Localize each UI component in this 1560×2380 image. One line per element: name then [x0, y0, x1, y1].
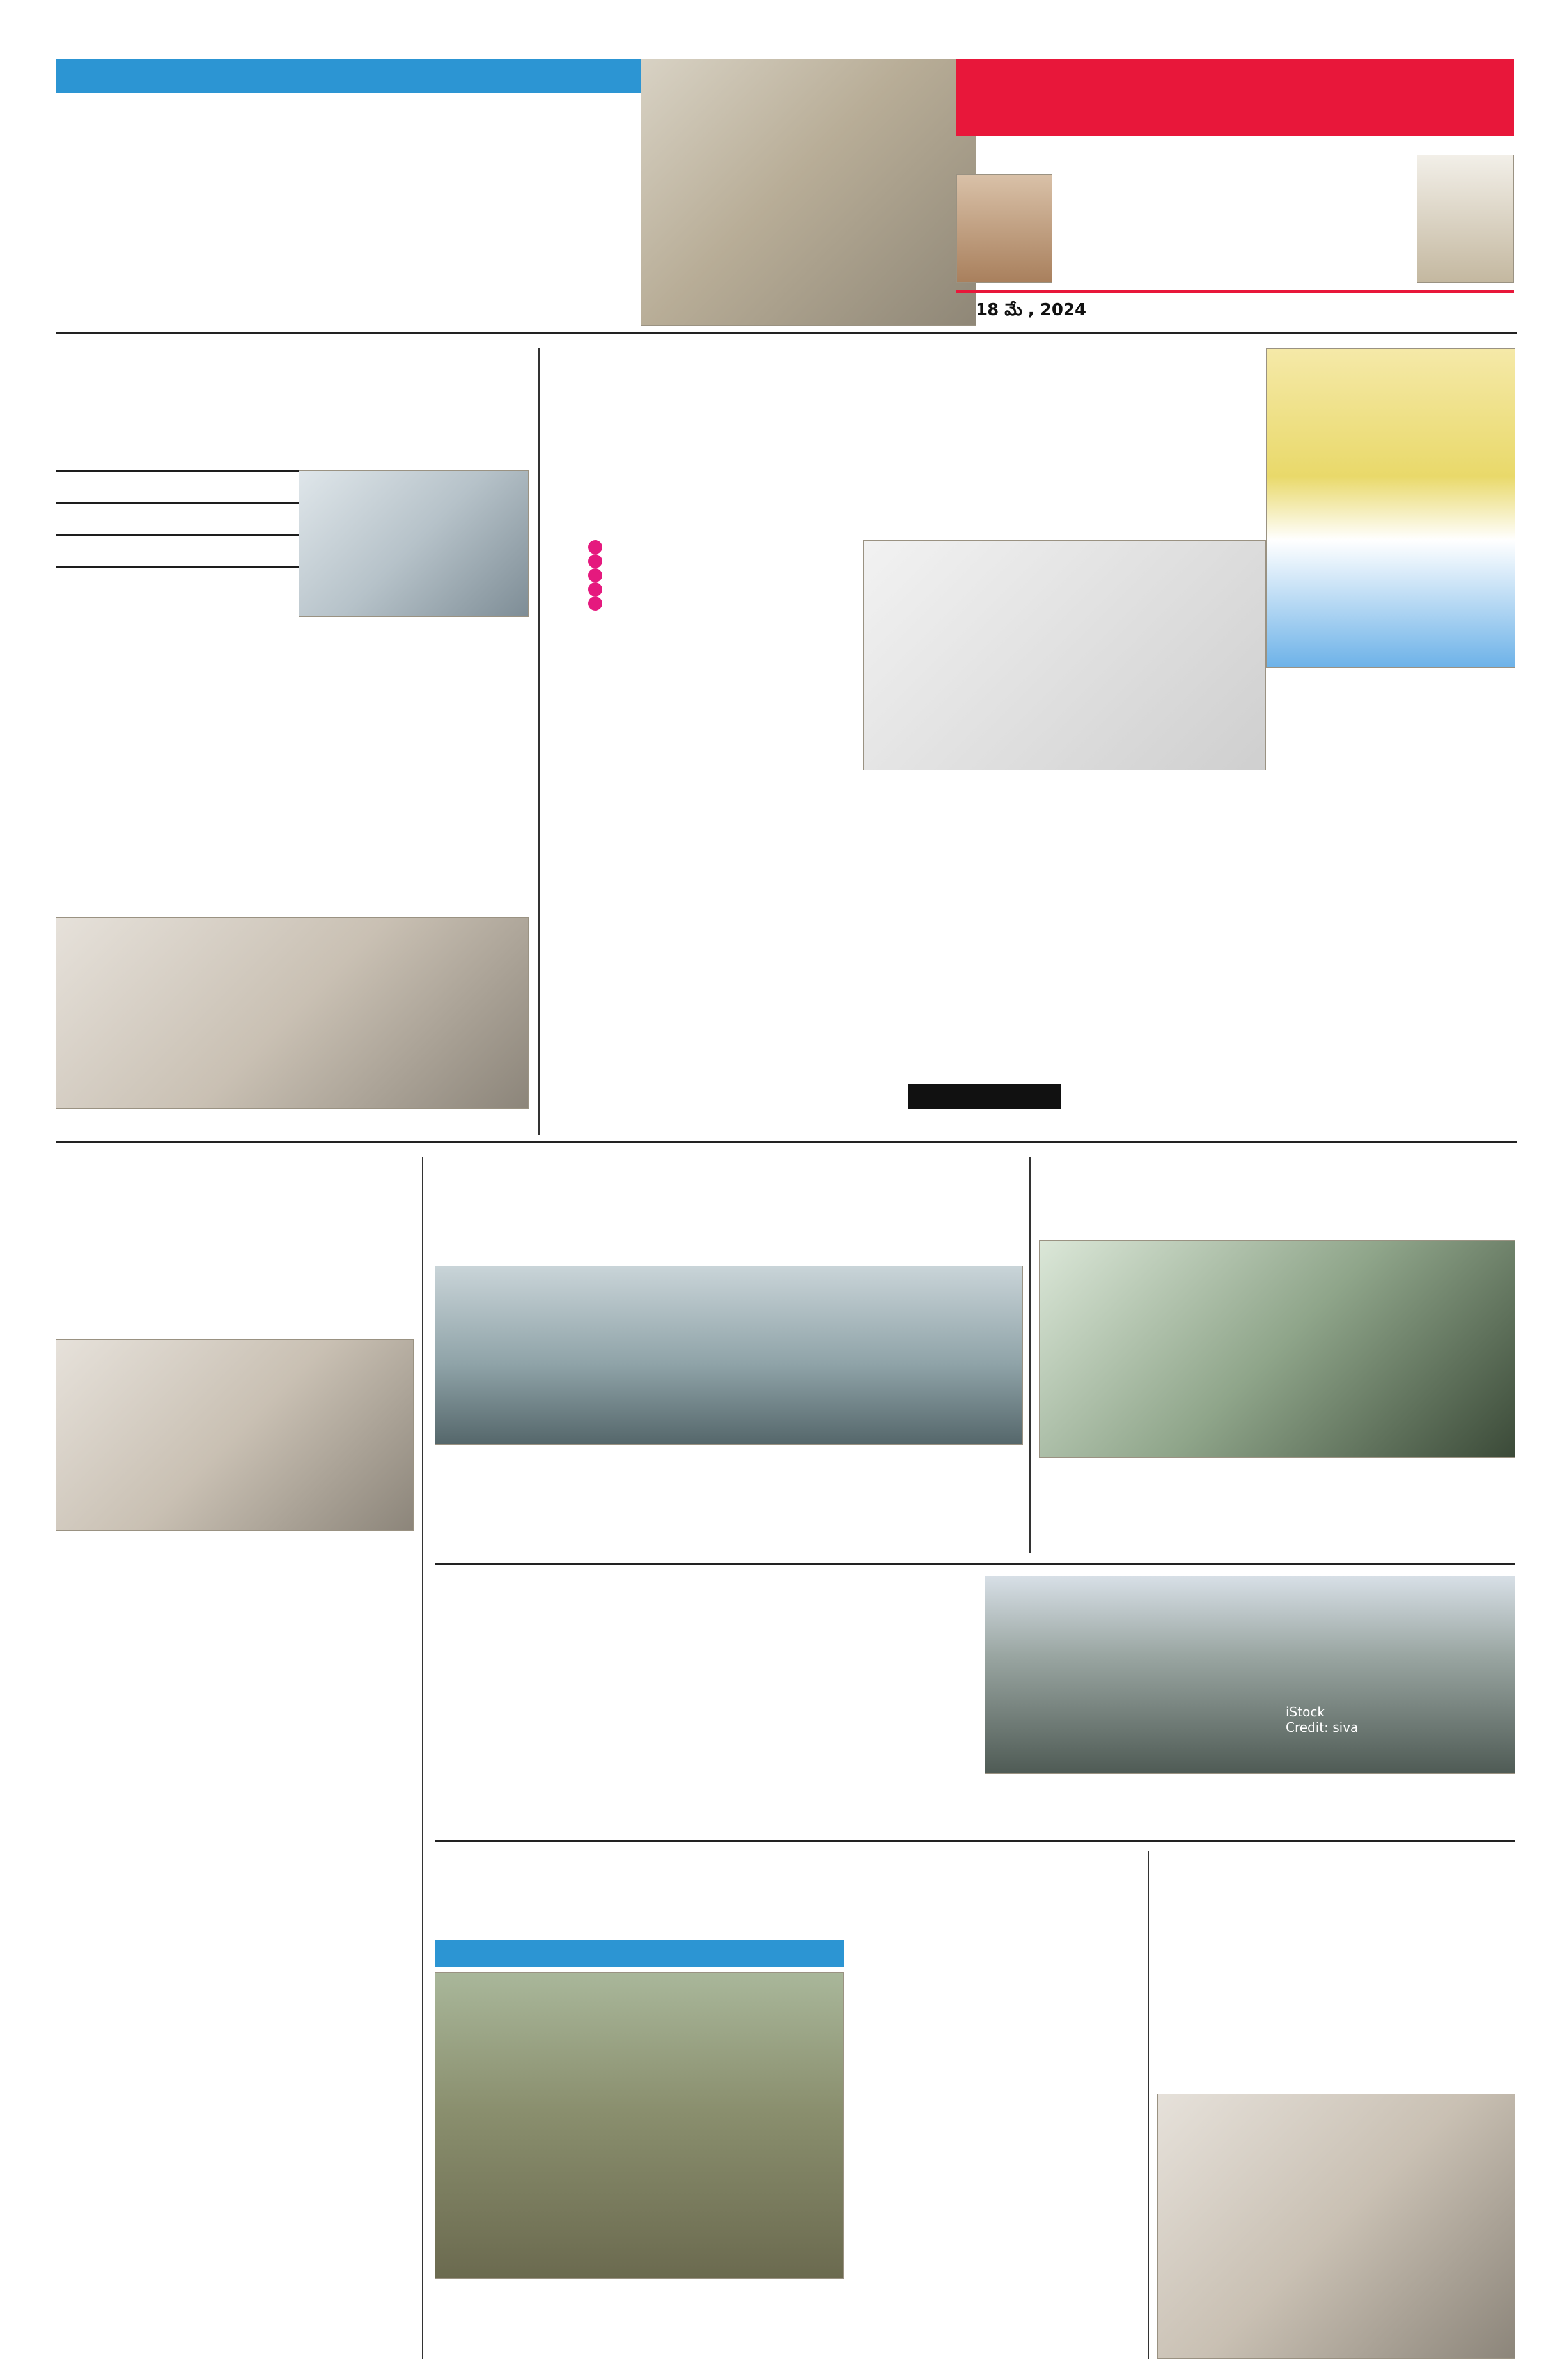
diarrhea-point-1	[56, 470, 299, 472]
diarrhea-points	[56, 470, 286, 617]
second-row-rule	[56, 1141, 1517, 1143]
heat-relief-story	[435, 1157, 1023, 1553]
bullet-dot	[588, 568, 602, 582]
masthead-rule	[956, 290, 1514, 293]
heavy-rain-photo	[435, 1972, 844, 2279]
diarrhea-photo-1	[299, 470, 529, 617]
bad-road-body	[56, 207, 634, 326]
counting-review-body	[1039, 1464, 1515, 1553]
diarrhea-point-3	[56, 534, 299, 536]
rain-farmers-body	[435, 1684, 965, 1832]
bad-road-kicker	[56, 59, 641, 93]
nandi-image	[1417, 155, 1514, 283]
sub-jail-story	[1157, 1851, 1515, 2359]
heavy-rain-story	[435, 1851, 1138, 2359]
diarrhea-point-4	[56, 566, 299, 568]
diarrhea-headline	[56, 348, 529, 470]
masthead-title	[1072, 136, 1399, 295]
photo-credit: iStock Credit: siva	[1286, 1704, 1359, 1735]
general-body-subs	[56, 1272, 414, 1323]
tension-body-side-2	[1285, 770, 1515, 1116]
rain-farmers-caption-body	[985, 1780, 1515, 1832]
tension-see-page	[908, 1084, 1061, 1109]
diarrhea-body	[56, 623, 529, 860]
fort-image	[956, 174, 1052, 283]
sub-jail-body	[1157, 1895, 1515, 2081]
masthead	[956, 59, 1514, 326]
general-body-headline	[56, 1157, 414, 1266]
sub-jail-photo	[1157, 2094, 1515, 2359]
party-flags	[1266, 348, 1515, 668]
col-rule-1	[538, 348, 540, 1135]
tension-cartoon	[863, 540, 1266, 770]
rain-farmers-sub	[486, 1646, 965, 1672]
diarrhea-photo-2	[56, 917, 529, 1109]
tension-body-side	[1074, 770, 1272, 1116]
general-body-body	[56, 1541, 414, 2359]
heavy-rain-body	[435, 2285, 1138, 2359]
bad-road-photo	[641, 59, 976, 326]
heavy-rain-caption	[435, 1940, 844, 1967]
counting-review-story	[1039, 1157, 1515, 1553]
heat-relief-headline	[435, 1157, 1023, 1234]
general-body-story	[56, 1157, 414, 2359]
heat-relief-body	[435, 1451, 1023, 1553]
tension-body-main	[563, 770, 1061, 1064]
rain-farmers-story	[435, 1576, 1515, 1832]
diarrhea-story	[56, 348, 529, 1109]
bullet-dot	[588, 554, 602, 568]
bad-road-story	[56, 59, 976, 326]
fourth-row-rule	[435, 1840, 1515, 1842]
diarrhea-point-2	[56, 502, 299, 504]
top-row-rule	[56, 332, 1517, 334]
col-rule-4	[1148, 1851, 1149, 2359]
sub-jail-headline	[1157, 1851, 1515, 1889]
heat-relief-photo	[435, 1266, 1023, 1445]
bullet-dot	[588, 582, 602, 596]
col-rule-3	[1029, 1157, 1031, 1553]
rain-farmers-headline	[435, 1576, 965, 1640]
masthead-date: 18 మే , 2024	[976, 300, 1087, 320]
tension-story	[563, 348, 1515, 1135]
bullet-dot	[588, 596, 602, 611]
bullet-dot	[588, 540, 602, 554]
heavy-rain-headline	[435, 1851, 1138, 1921]
general-body-photo	[56, 1339, 414, 1531]
counting-review-headline	[1039, 1157, 1515, 1227]
col-rule-2	[422, 1157, 423, 2359]
tension-headline	[563, 348, 1253, 502]
bad-road-bullets	[56, 105, 324, 207]
counting-review-photo	[1039, 1240, 1515, 1458]
third-row-rule	[435, 1563, 1515, 1565]
masthead-region	[956, 59, 1514, 136]
rain-farmers-photo	[985, 1576, 1515, 1774]
